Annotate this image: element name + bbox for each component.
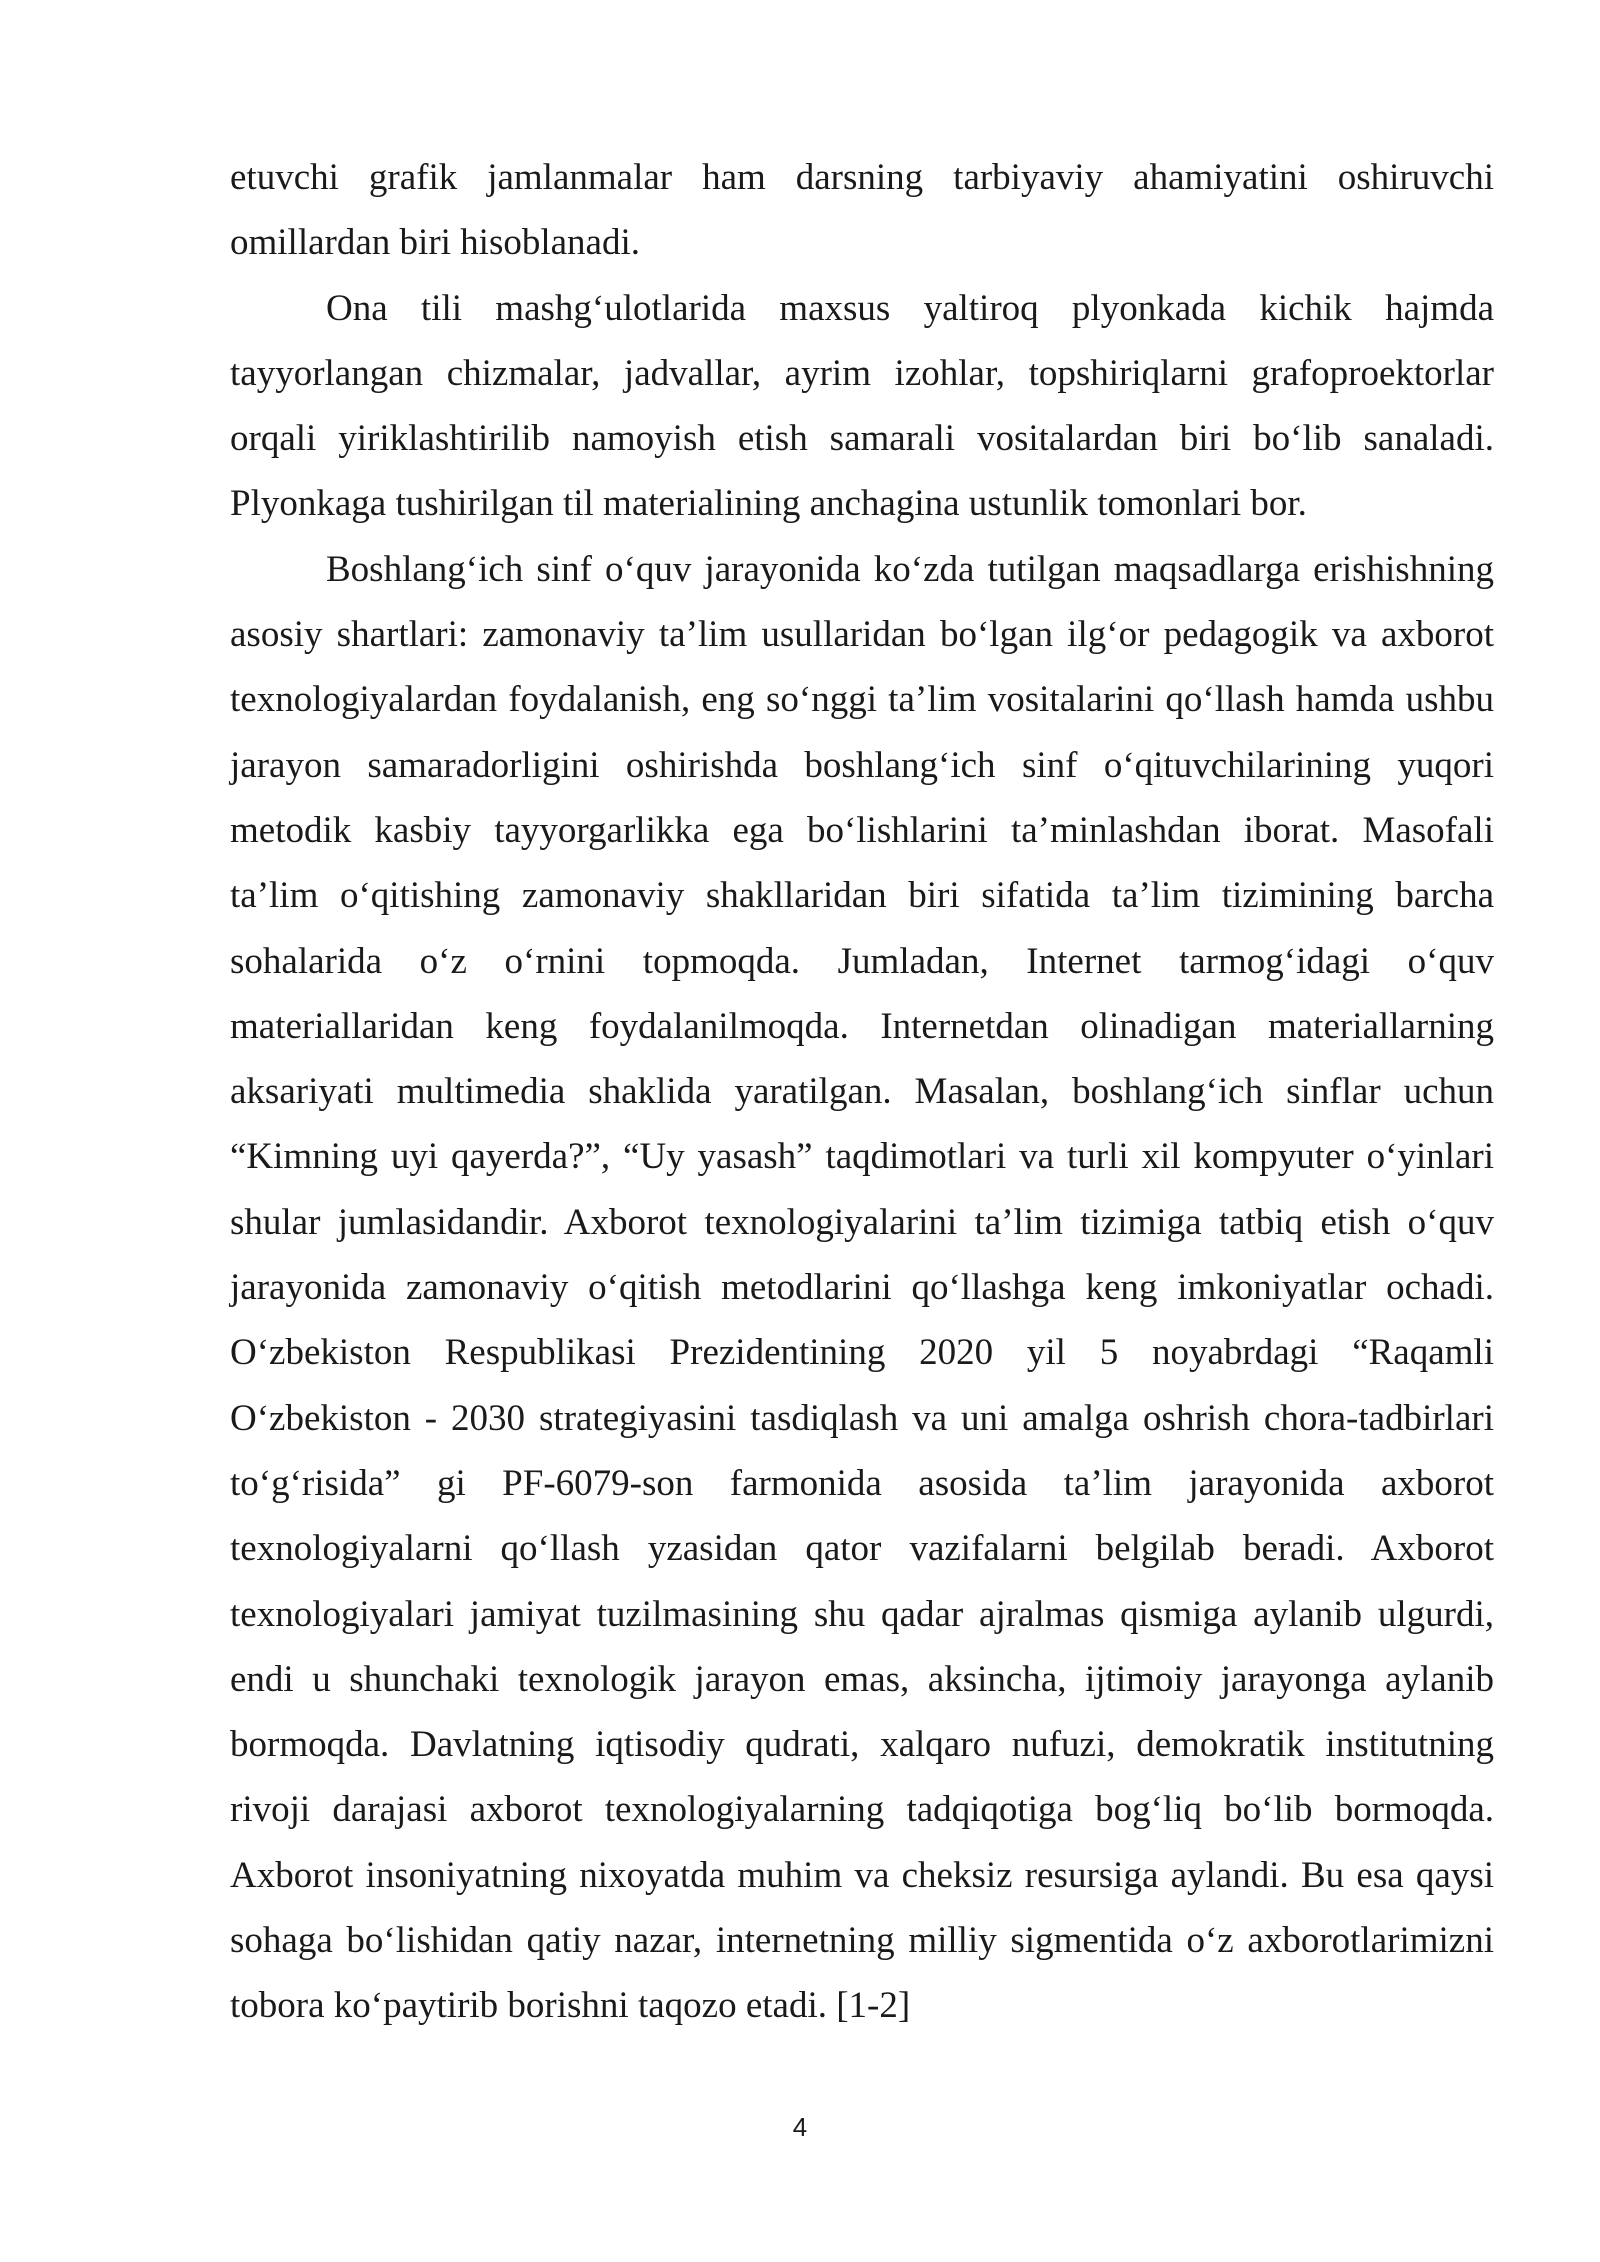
paragraph-continuation: etuvchi grafik jamlanmalar ham darsning tarbiyaviy ahamiyatini oshiruvchi omillardan biri hisoblanadi. [230,157,1494,264]
body-text [230,145,1494,2039]
paragraph-boshlangich-sinf: Boshlang‘ich sinf o‘quv jarayonida ko‘zda tutilgan maqsadlarga erishishning asosiy shartlari: zamonaviy ta’lim usullaridan bo‘lgan ilg‘or pedagogik va axborot texnologiyalardan foydalanish, eng so‘nggi ta’lim vositalarini qo‘llash hamda ushbu jarayon samaradorligini oshirishda boshlang‘ich sinf o‘qituvchilarining yuqori metodik kasbiy tayyorgarlikka ega bo‘lishlarini ta’minlashdan iborat. Masofali ta’lim o‘qitishing zamonaviy shakllaridan biri sifatida ta’lim tizimining barcha sohalarida o‘z o‘rnini topmoqda. Jumladan, Internet tarmog‘idagi o‘quv materiallaridan keng foydalanilmoqda. Internetdan olinadigan materiallarning aksariyati multimedia shaklida yaratilgan. Masalan, boshlang‘ich sinflar uchun “Kimning uyi qayerda?”, “Uy yasash” taqdimotlari va turli xil kompyuter o‘yinlari shular jumlasidandir. Axborot texnologiyalarini ta’lim tizimiga tatbiq etish o‘quv jarayonida zamonaviy o‘qitish metodlarini qo‘llashga keng imkoniyatlar ochadi. O‘zbekiston Respublikasi Prezidentining 2020 yil 5 noyabrdagi “Raqamli O‘zbekiston - 2030 strategiyasini tasdiqlash va uni amalga oshrish chora-tadbirlari to‘g‘risida” gi PF-6079-son farmonida asosida ta’lim jarayonida axborot texnologiyalarni qo‘llash yzasidan qator vazifalarni belgilab beradi. Axborot texnologiyalari jamiyat tuzilmasining shu qadar ajralmas qismiga aylanib ulgurdi, endi u shunchaki texnologik jarayon emas, aksincha, ijtimoiy jarayonga aylanib bormoqda. Davlatning iqtisodiy qudrati, xalqaro nufuzi, demokratik institutning rivoji darajasi axborot texnologiyalarning tadqiqotiga bog‘liq bo‘lib bormoqda. Axborot insoniyatning nixoyatda muhim va cheksiz resursiga aylandi. Bu esa qaysi sohaga bo‘lishidan qatiy nazar, internetning milliy sigmentida o‘z axborotlarimizni tobora ko‘paytirib borishni taqozo etadi. [1-2] [230,548,1494,2027]
paragraph-ona-tili: Ona tili mashg‘ulotlarida maxsus yaltiroq plyonkada kichik hajmda tayyorlangan chizmalar, jadvallar, ayrim izohlar, topshiriqlarni grafoproektorlar orqali yiriklashtirilib namoyish etish samarali vositalardan biri bo‘lib sanaladi. Plyonkaga tushirilgan til materialining anchagina ustunlik tomonlari bor. [230,287,1494,525]
page-number: 4 [792,2112,808,2142]
